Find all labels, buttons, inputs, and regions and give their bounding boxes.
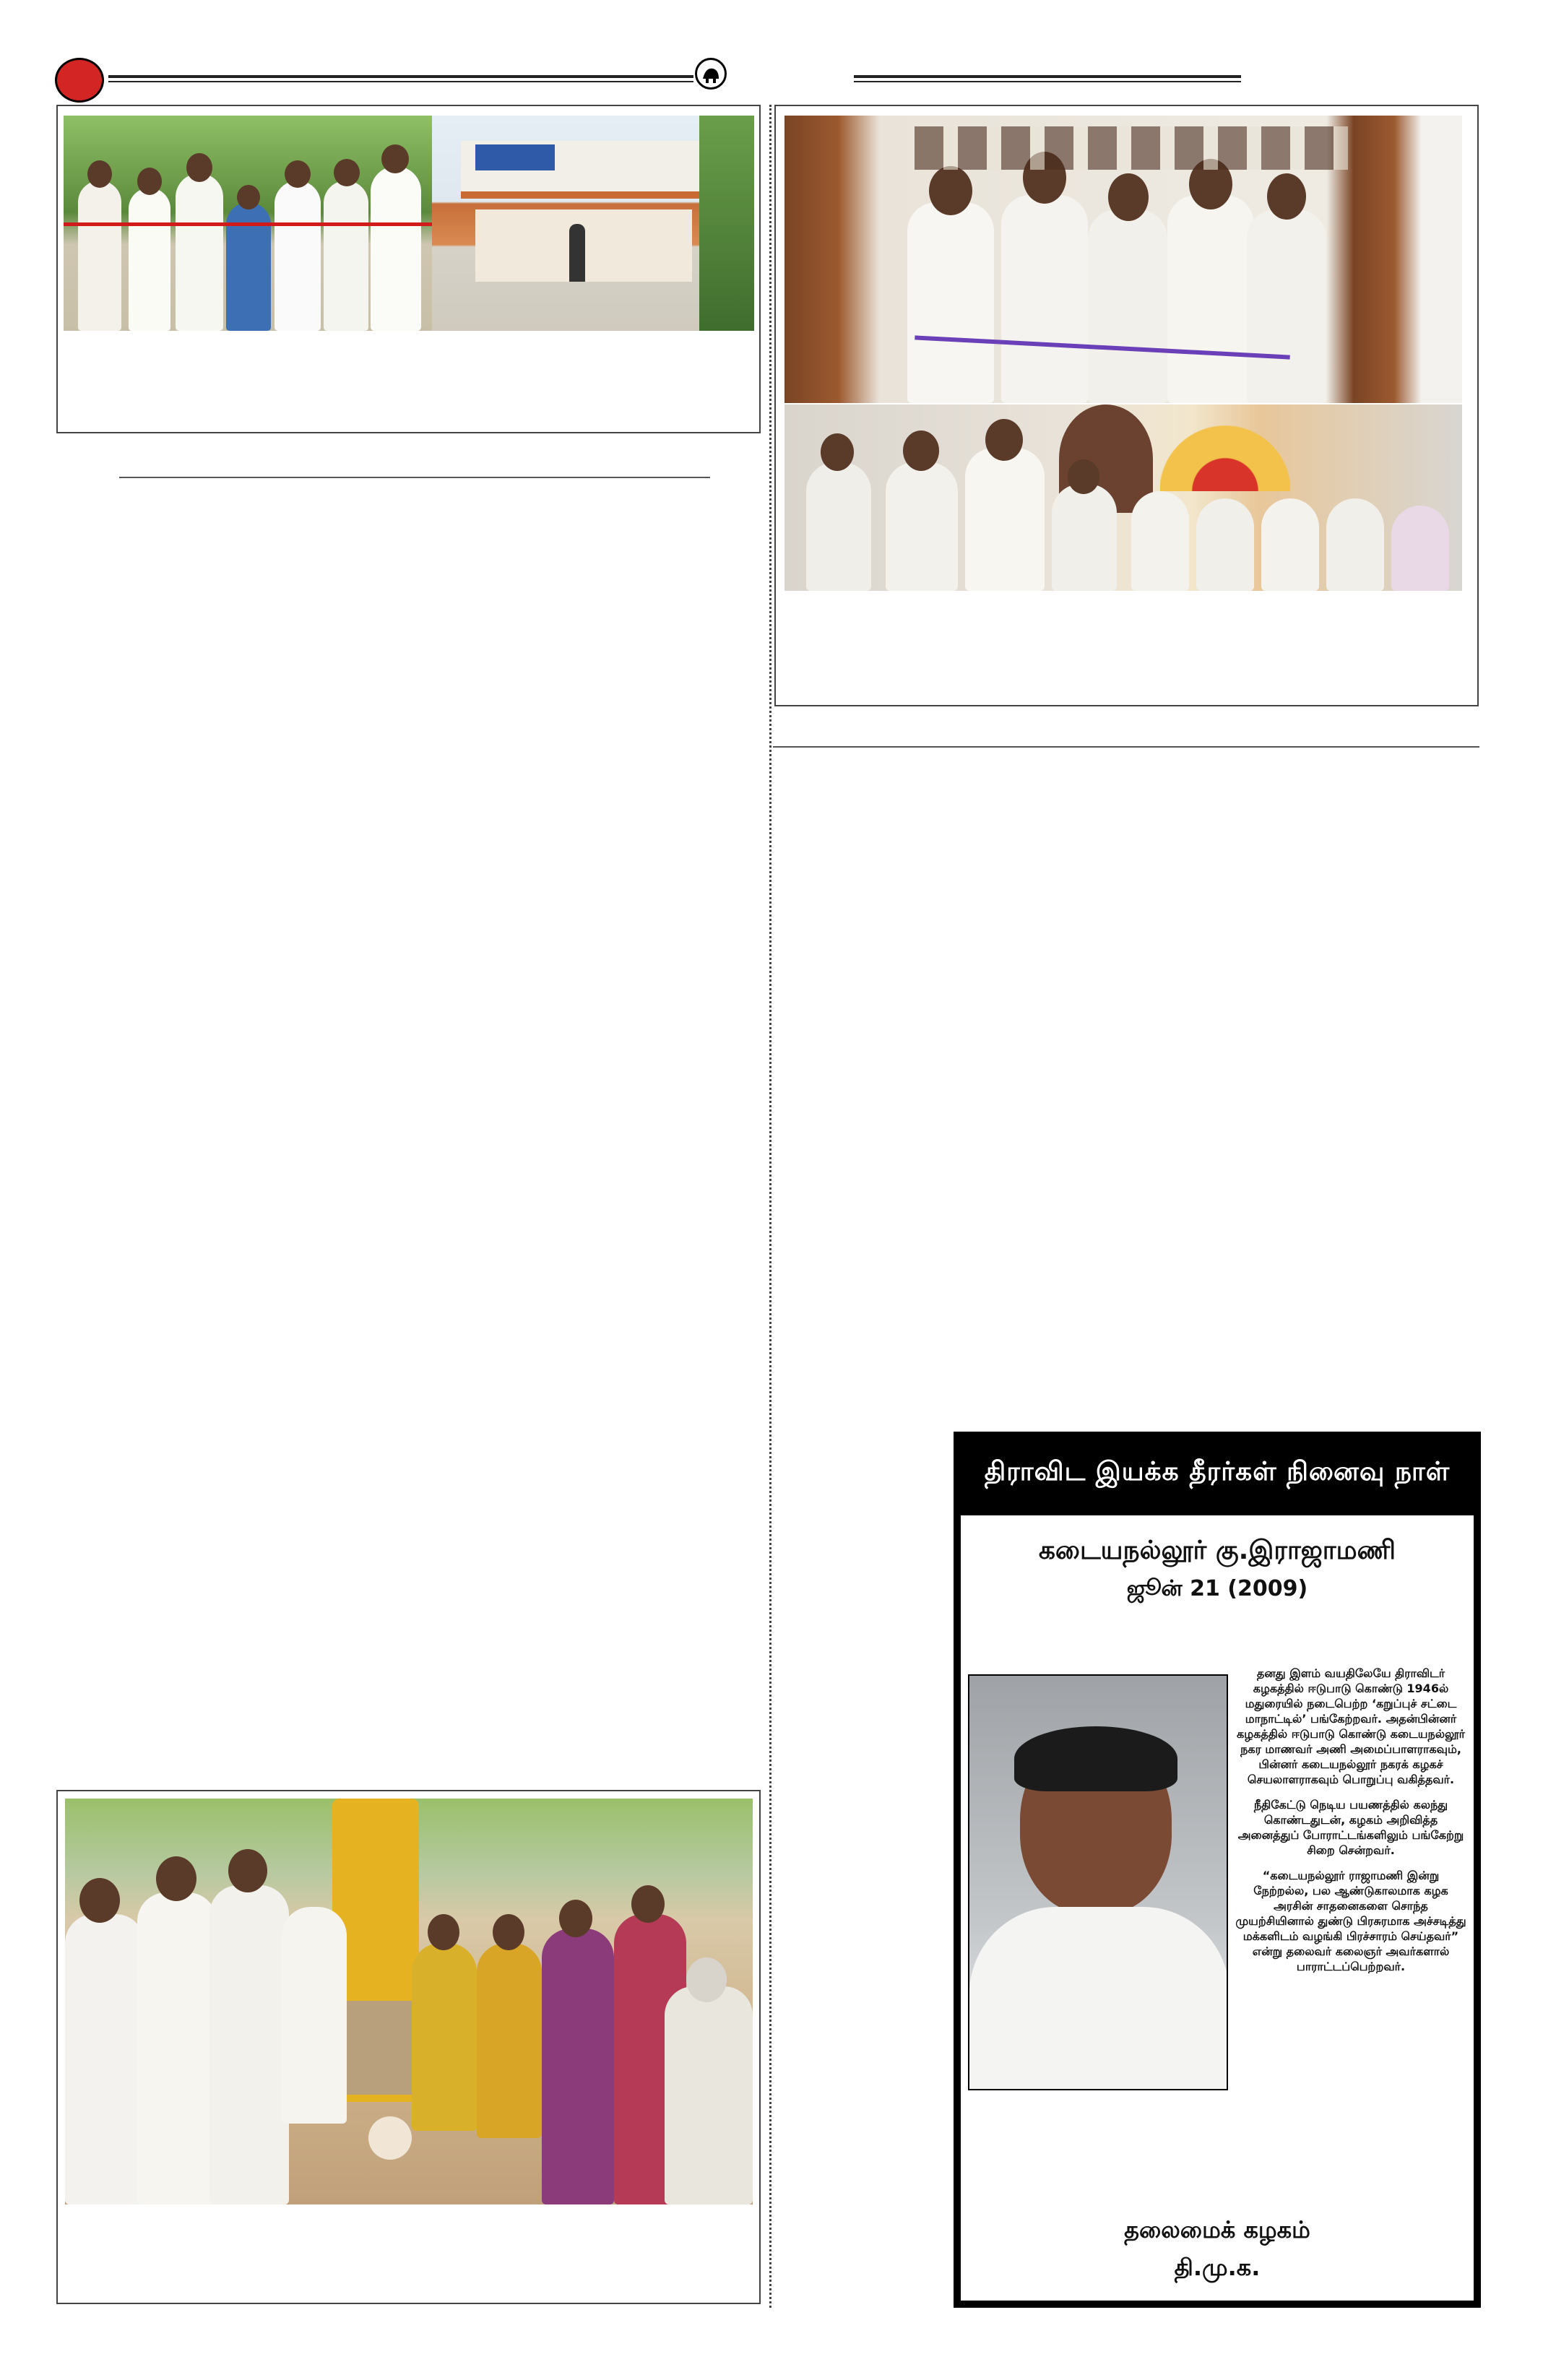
memorial-banner-title: திராவிட இயக்க தீரர்கள் நினைவு நாள் [984,1457,1451,1487]
memorial-bio-paragraph-2: நீதிகேட்டு நெடிய பயணத்தில் கலந்து கொண்டதுடன், கழகம் அறிவித்த அனைத்துப் போராட்டங்களிலும் பங்கேற்று சிறை சென்றவர். [1237,1798,1464,1857]
memorial-date: ஜூன் 21 (2009) [1126,1576,1308,1601]
rising-sun-emblem-icon [695,58,727,90]
page-header [0,0,1543,58]
header-rule-left [108,75,693,78]
memorial-name: கடையநல்லூர் கு.இராஜாமணி [1038,1536,1396,1565]
header-rule-right [854,75,1241,78]
red-circle-icon [55,58,104,103]
ribbon-cutting-office-photo [785,116,1462,403]
groundbreaking-ceremony-photo [65,1799,753,2204]
memorial-box [954,1432,1481,2308]
memorial-signature-line-1: தலைமைக் கழகம் [1124,2216,1310,2243]
section-rule-left [119,477,710,478]
memorial-bio-paragraph-3: “கடையநல்லூர் ராஜாமணி இன்று நேற்றல்ல, பல ஆண்டுகாலமாக கழக அரசின் சாதனைகளை சொந்த முயற்சியினால் துண்டு பிரசுரமாக அச்சடித்து மக்களிடம் வழங்கி பிரச்சாரம் செய்தவர்” என்று தலைவர் கலைஞர் அவர்களால் பாராட்டப்பெற்றவர். [1235,1869,1466,1973]
memorial-signature-line-2: தி.மு.க. [1174,2254,1261,2281]
header-rule-left-thin [108,81,693,82]
building-photo [432,116,754,331]
column-divider [769,105,772,2308]
memorial-body [961,1515,1474,2301]
memorial-bio-paragraph-1: தனது இளம் வயதிலேயே திராவிடர் கழகத்தில் ஈடுபாடு கொண்டு 1946ல் மதுரையில் நடைபெற்ற ‘கறுப்புச் சட்டை மாநாட்டில்’ பங்கேற்றவர். அதன்பின்னர் கழகத்தில் ஈடுபாடு கொண்டு கடையநல்லூர் நகர மாணவர் அணி அமைப்பாளராகவும், பின்னர் கடையநல்லூர் நகரக் கழகச் செயலாளராகவும் பொறுப்பு வகித்தவர். [1237,1666,1465,1786]
portrait-photo [968,1674,1228,2090]
ribbon-cutting-outdoor-photo [64,116,432,331]
memorial-banner [954,1432,1481,1515]
stage-speech-photo [785,404,1462,591]
section-rule-right [773,746,1479,748]
memorial-bio [1235,1666,1466,1974]
header-rule-right-thin [854,81,1241,82]
